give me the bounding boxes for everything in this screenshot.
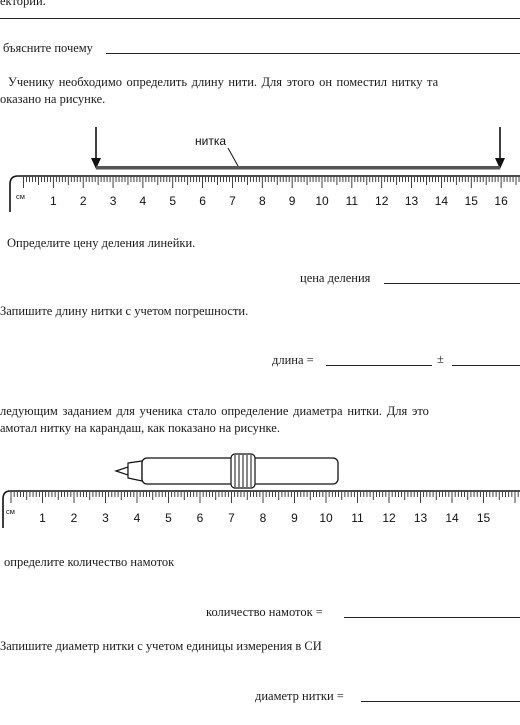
q2-prompt: Запишите длину нитки с учетом погрешности. [0,304,249,318]
ruler-unit: см [16,192,25,201]
ruler-number: 2 [70,511,78,525]
ruler-number: 2 [79,194,87,208]
pencil-icon [116,454,338,488]
right-arrow-icon [495,127,505,169]
ruler-number: 5 [165,511,172,525]
ruler-number: 5 [169,194,177,208]
ruler-number: 11 [351,511,364,525]
ruler-ticks [24,177,520,188]
ruler-number: 10 [315,194,329,208]
q4-answer-line[interactable] [361,701,520,702]
ruler-number: 9 [288,194,296,208]
ruler-number: 6 [196,511,204,525]
ruler-number: 1 [50,194,57,208]
ruler-number: 9 [291,511,298,525]
q4-prompt: Запишите диаметр нитки с учетом единицы измерения в СИ [0,639,322,653]
ruler-number: 4 [133,511,141,525]
task2-line1: ледующим заданием для ученика стало определение диаметра нитки. Для это [0,404,429,418]
ruler-with-pencil [0,450,520,530]
ruler-with-thread [0,122,520,214]
header-fragment: ектории. [0,0,46,8]
ruler-number: 16 [494,194,508,208]
ruler-number: 8 [259,511,267,525]
left-arrow-icon [91,127,101,169]
ruler-number: 3 [109,194,117,208]
ruler-numbers [39,511,490,525]
q2-length-line[interactable] [326,365,432,366]
ruler-number: 14 [434,194,449,208]
ruler-number: 7 [229,194,236,208]
q1-prompt: Определите цену деления линейки. [7,236,196,250]
ruler-number: 10 [319,511,333,525]
thread [96,166,500,170]
thread-windings [231,454,255,488]
q3-answer-label: количество намоток = [206,605,323,619]
ruler-number: 13 [413,511,428,525]
q3-prompt: определите количество намоток [4,555,175,569]
ruler-number: 4 [139,194,147,208]
q2-pm-sign: ± [437,352,444,366]
ruler-number: 8 [258,194,266,208]
q1-answer-line[interactable] [384,283,520,284]
ruler-number: 7 [228,511,235,525]
ruler-number: 13 [404,194,419,208]
q4-answer-label: диаметр нитки = [255,689,344,703]
ruler-number: 12 [382,511,396,525]
thread-label: нитка [195,134,227,148]
ruler-number: 15 [464,194,478,208]
ruler-number: 15 [476,511,491,525]
header-rule [0,18,520,19]
ruler-number: 1 [39,511,46,525]
ruler-unit: см [6,507,15,516]
explain-answer-line[interactable] [106,53,520,54]
task-text-line2: оказано на рисунке. [0,92,106,106]
task2-line2: амотал нитку на карандаш, как показано на рисунке. [0,421,280,435]
q3-answer-line[interactable] [344,617,520,618]
q2-answer-label: длина = [272,353,314,367]
q2-error-line[interactable] [452,365,520,366]
ruler-ticks [11,492,518,503]
ruler-number: 3 [102,511,109,525]
ruler-number: 14 [445,511,459,525]
ruler-number: 12 [375,194,389,208]
ruler-number: 6 [199,194,206,208]
ruler-numbers [50,194,508,208]
task-text-line1: Ученику необходимо определить длину нити. Для этого он поместил нитку та [8,75,439,89]
ruler-number: 11 [345,194,359,208]
explain-prompt: бъясните почему [3,41,93,55]
q1-answer-label: цена деления [300,271,371,285]
thread-label-leader [228,148,238,166]
